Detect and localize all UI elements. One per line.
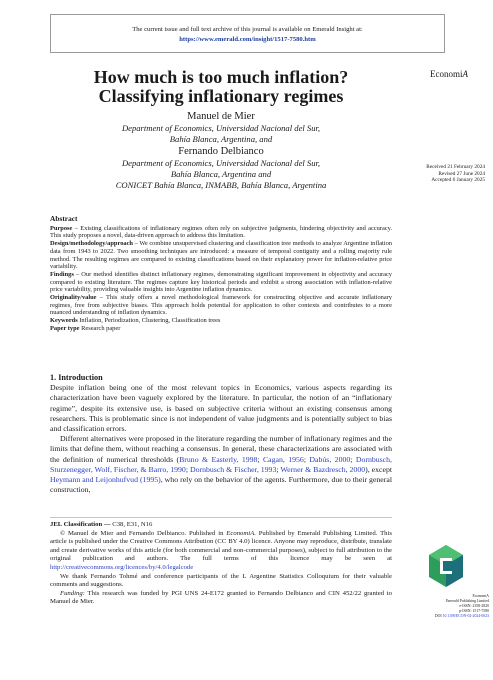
paragraph-text: , who rely on the behavior of the agents. Furthermore, due to their general construction,: [50, 475, 392, 495]
abstract-findings: [50, 271, 392, 294]
copyright-text: . Published by Emerald Publishing Limited. This article is published under the Creative Commons Attribution (CC BY 4.0) licence. Anyone may reproduce, distribute, translate and create derivative works of this article (for both commercial and non-commercial purposes), subject to full attribution to the original publication and authors. The full terms of this licence may be seen at: [50, 529, 392, 563]
revised-date: Revised 27 June 2024: [438, 170, 485, 177]
citation-link[interactable]: Cagan, 1956: [262, 454, 304, 464]
notice-text: The current issue and full text archive of this journal is available on Emerald Insight at:: [132, 26, 363, 33]
journal-name: [430, 69, 468, 79]
doi-label: DOI: [434, 614, 443, 618]
originality-label: Originality/value: [50, 294, 97, 302]
copyright-notice: [50, 530, 392, 573]
article-title-line1: How much is too much inflation?: [93, 67, 349, 87]
abstract-section: [50, 215, 392, 333]
jel-label: JEL Classification —: [50, 521, 111, 528]
purpose-text: – Existing classifications of inflationary regimes often rely on subjective judgments, hindering objectivity and accuracy. This study proposes a novel, data-driven approach to address this limitation.: [50, 224, 392, 240]
open-access-logo-icon: [428, 544, 464, 588]
affiliation-line: Bahía Blanca, Argentina, and: [169, 134, 273, 144]
doi-line: [419, 614, 489, 619]
title-block: [50, 68, 392, 191]
purpose-label: Purpose: [50, 224, 73, 232]
abstract-originality: [50, 294, 392, 317]
affiliation-line: Department of Economics, Universidad Nacional del Sur,: [121, 123, 321, 133]
e-issn: e-ISSN: 2358-2820: [459, 604, 489, 608]
publisher-info: [419, 594, 489, 619]
keywords-label: Keywords: [50, 317, 78, 325]
paper-type-text: Research paper: [79, 324, 121, 332]
open-access-logo-graphic: [428, 544, 464, 588]
abstract-design: [50, 240, 392, 271]
funding-note: [50, 590, 392, 607]
doi-link[interactable]: 10.1108/ECON-02-2024-0023: [442, 614, 489, 618]
author-name: Fernando Delbianco: [178, 146, 264, 157]
affiliation-line: Department of Economics, Universidad Nacional del Sur,: [121, 158, 321, 168]
keywords-text: Inflation, Periodization, Clustering, Classification trees: [77, 317, 221, 325]
keywords: [50, 317, 392, 325]
paragraph-text: Different alternatives were proposed in the literature regarding the number of inflationary regimes and the limits that define them, without reaching a consensus. In general, these characterizations are associated with the definition of numerical thresholds (: [50, 434, 392, 464]
citation-link[interactable]: Dabús, 2000: [309, 454, 351, 464]
funding-label: Funding:: [60, 589, 85, 597]
citation-link[interactable]: Bruno & Easterly, 1998: [179, 454, 258, 464]
article-dates: [426, 164, 485, 184]
affiliation-line: Bahía Blanca, Argentina and: [170, 169, 272, 179]
intro-paragraph: Despite inflation being one of the most relevant topics in Economics, various aspects regarding its characterization have been vaguely explored by the literature. In particular, the notion of an “inflationary regime”, despite its extensive use, is based on subjective criteria without an existing consensus among researchers. This is problematic since is not independent of value judgments and is potentially subject to bias and classification errors.: [50, 383, 392, 434]
journal-name-prefix: Economi: [430, 69, 463, 79]
paper-type-label: Paper type: [50, 324, 80, 332]
funding-text: This research was funded by PGI UNS 24-E172 granted to Fernando Delbianco and CIN 452/22 granted to Manuel de Mier.: [50, 589, 392, 606]
paper-type: [50, 325, 392, 333]
citation-link[interactable]: Dornbusch & Fischer, 1993: [189, 464, 277, 474]
copyright-text: © Manuel de Mier and Fernando Delbianco. Published in: [60, 529, 227, 537]
journal-name-suffix: A: [462, 69, 468, 79]
journal-url-link[interactable]: https://www.emerald.com/insight/1517-7580.htm: [179, 36, 316, 43]
findings-label: Findings: [50, 270, 74, 278]
introduction-section: [50, 373, 392, 495]
originality-text: – This study offers a novel methodological framework for constructing objective and accurate inflationary regimes, free from subjective biases. This approach holds potential for application to other contexts and contributes to a more nuanced understanding of inflation dynamics.: [50, 294, 392, 317]
license-link[interactable]: http://creativecommons.org/licences/by/4.0/legalcode: [50, 563, 194, 571]
citation-link[interactable]: Werner & Bazdresch, 2000: [280, 464, 366, 474]
design-text: – We combine unsupervised clustering and classification tree methods to analyze Argentine inflation data from 1943 to 2022. Two smoothing techniques are introduced: a measure of temporal contiguity and a rolling majority rule method. The resulting regimes are compared to existing classifications based on their explanatory power for inflation-relative price variability.: [50, 240, 392, 271]
received-date: Received 21 February 2024: [426, 164, 485, 170]
paragraph-text: ), except: [365, 464, 393, 474]
author-affiliation: [50, 158, 392, 191]
abstract-heading: Abstract: [50, 214, 78, 223]
intro-paragraph: Different alternatives were proposed in the literature regarding the number of inflationary regimes and the limits that define them, without reaching a consensus. In general, these characterizations are associated with the definition of numerical thresholds (Bruno & Easterly, 1998; Cagan, 1956; Dabús, 2000; Dornbusch, Sturzenegger, Wolf, Fischer, & Barro, 1990; Dornbusch & Fischer, 1993; Werner & Bazdresch, 2000), except Heymann and Leijonhufvud (1995), who rely on the behavior of the agents. Furthermore, due to their general construction,: [50, 434, 393, 495]
accepted-date: Accepted 6 January 2025: [431, 177, 485, 184]
article-title: [50, 68, 392, 106]
footnote-divider: [50, 517, 392, 518]
citation-link[interactable]: Heymann and Leijonhufvud (1995): [50, 475, 161, 485]
design-label: Design/methodology/approach: [50, 240, 133, 248]
author-affiliation: [50, 123, 392, 145]
journal-reference: EconomiA: [226, 529, 255, 537]
affiliation-line: CONICET Bahía Blanca, INMABB, Bahía Blanca, Argentina: [115, 180, 327, 190]
footnotes: [50, 521, 392, 607]
acknowledgements: We thank Fernando Tohmé and conference participants of the L Argentine Statistics Colloquium for their valuable comments and suggestions.: [50, 572, 392, 589]
author-name: Manuel de Mier: [187, 111, 255, 122]
jel-classification: [50, 521, 392, 530]
section-heading: 1. Introduction: [50, 373, 103, 382]
emerald-access-notice: [50, 14, 445, 53]
findings-text: – Our method identifies distinct inflationary regimes, demonstrating significant improvement in objectivity and accuracy compared to existing literature. The regimes capture key historical periods and exhibit a strong association with inflation-relative price variability, providing valuable insights into Argentine inflation dynamics.: [50, 270, 392, 294]
publisher-name: Emerald Publishing Limited: [445, 599, 489, 603]
abstract-purpose: [50, 225, 392, 240]
jel-codes: C38, E31, N16: [110, 521, 153, 528]
article-title-line2: Classifying inflationary regimes: [98, 86, 344, 106]
publisher-journal: EconomiA: [472, 594, 489, 598]
citation-link[interactable]: Dornbusch, Sturzenegger, Wolf, Fischer, & Barro, 1990: [50, 454, 392, 474]
p-issn: p-ISSN: 1517-7580: [459, 609, 489, 613]
